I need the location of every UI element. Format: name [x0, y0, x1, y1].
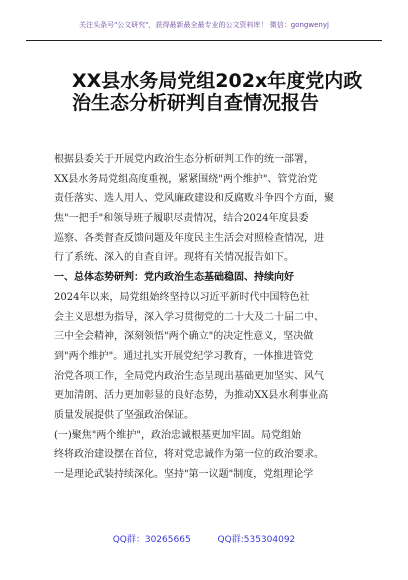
section-heading: 一、总体态势研判：党内政治生态基础稳固、持续向好 — [54, 272, 294, 284]
header-promo-text: 关注头条号"公文研究"，获得最新最全最专业的公文资料库！ 微信：gongwenyj — [79, 21, 329, 29]
body-line: 三中全会精神，深刻领悟"两个确立"的决定性意义，坚决做 — [54, 331, 314, 343]
body-line: 到"两个维护"。通过扎实开展党纪学习教育，一体推进管党 — [54, 350, 314, 362]
body-line: 行了系统、深入的自查自评。现将有关情况报告如下。 — [54, 252, 294, 264]
body-line: 责任落实、选人用人、党风廉政建设和反腐败斗争四个方面，聚 — [54, 193, 334, 205]
body-line: 巡察、各类督查反馈问题及年度民主生活会对照检查情况，进 — [54, 232, 324, 244]
title-line-2: 治生态分析研判自查情况报告 — [72, 92, 320, 114]
body-line: 终将政治建设摆在首位，将对党忠诚作为第一位的政治要求。 — [54, 449, 324, 461]
footer-qq-group-1: QQ群：30265665 — [112, 535, 191, 545]
body-line: 根据县委关于开展党内政治生态分析研判工作的统一部署， — [54, 154, 314, 165]
footer-qq-group-2: QQ群:535304092 — [217, 535, 296, 545]
body-line: 一是理论武装持续深化。坚持"第一议题"制度，党组理论学 — [54, 469, 314, 480]
body-line: 更加清朗、活力更加彰显的良好态势，为推动XX县水利事业高 — [54, 390, 329, 402]
document-title — [72, 70, 363, 114]
body-line: XX县水务局党组高度重视，紧紧围绕"两个维护"、管党治党 — [54, 173, 318, 185]
header-divider — [26, 40, 382, 41]
body-line: 2024年以来，局党组始终坚持以习近平新时代中国特色社 — [54, 291, 310, 303]
body-line: 质量发展提供了坚强政治保证。 — [54, 409, 194, 421]
body-line: 焦"一把手"和领导班子履职尽责情况，结合2024年度县委 — [54, 213, 309, 225]
document-body — [54, 150, 382, 485]
body-line: 治党各项工作，全局党内政治生态呈现出基础更加坚实、风气 — [54, 370, 324, 382]
body-line: 会主义思想为指导，深入学习贯彻党的二十大及二十届二中、 — [54, 311, 324, 323]
subsection-heading: (一)聚焦"两个维护"，政治忠诚根基更加牢固。局党组始 — [54, 429, 302, 441]
footer-qq-groups — [0, 532, 408, 545]
title-line-1: XX县水务局党组202x年度党内政 — [72, 70, 363, 92]
